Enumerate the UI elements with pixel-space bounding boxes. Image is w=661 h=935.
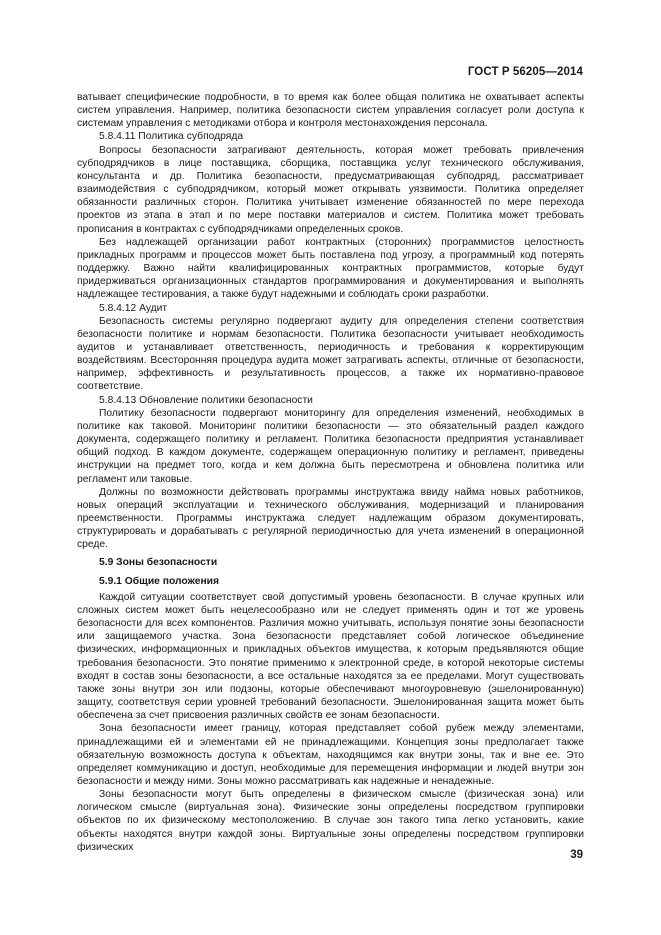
paragraph: Каждой ситуации соответствует свой допустимый уровень безопасности. В случае крупных или сложных систем может быть нецелесообразно или не следует применять один и тот же уровень безопасности для всех компонентов. Различия можно учитывать, используя понятие зоны безопасности или защищаемого участка. Зона безопасности представляет собой логическое объединение физических, информационных и прикладных объектов имущества, к которым предъявляются общие требования безопасности. Это понятие применимо к электронной среде, в которой некоторые системы входят в состав зоны безопасности, а все остальные находятся за ее пределами. Могут существовать также зоны внутри зон или подзоны, которые обеспечивают многоуровневую (эшелонированную) защиту, соответствуя серии уровней требований безопасности. Эшелонированная защита может быть обеспечена за счет присвоения различных свойств ее зонам безопасности. [77,591,584,722]
paragraph: Вопросы безопасности затрагивают деятельность, которая может требовать привлечения субподрядчиков в лице поставщика, сборщика, поставщика услуг технического обслуживания, консультанта и др. Политика безопасности, предусматривающая субподряд, рассматривает взаимодействия с субподрядчиком, который может открывать уязвимости. Политика определяет обязанности различных сторон. Политика учитывает изменение обязанностей по мере перехода проектов из этапа в этап и по мере поставки материалов и систем. Политика может требовать прописания в контрактах с субподрядчиками определенных сроков. [77,144,584,235]
document-header: ГОСТ Р 56205—2014 [467,66,583,78]
section-title-5-8-4-11: 5.8.4.11 Политика субподряда [99,131,244,143]
paragraph: Должны по возможности действовать программы инструктажа ввиду найма новых работников, новых операций эксплуатации и технического обслуживания, модернизаций и планирования преемственности. Программы инструктажа следует надлежащим образом документировать, структурировать и дорабатывать с регулярной периодичностью для учета изменений в операционной среде. [77,486,584,551]
section-title-5-8-4-13: 5.8.4.13 Обновление политики безопасности [99,394,313,406]
paragraph: Без надлежащей организации работ контрактных (сторонних) программистов целостность прикладных программ и процессов может быть поставлена под угрозу, а программный код потерять поддержку. Важно найти квалифицированных контрактных программистов, которые будут придерживаться организационных стандартов программирования и документирования и выполнять надлежащее тестирования, а также будут надежными и соблюдать сроки разработки. [77,236,584,301]
paragraph: Зона безопасности имеет границу, которая представляет собой рубеж между элементами, принадлежащими ей и элементами ей не принадлежащими. Концепция зоны предполагает также обязательную возможность доступа к объектам, находящимся как внутри зоны, так и вне ее. Это определяет коммуникацию и доступ, необходимые для перемещения информации и людей внутри зон безопасности и между ними. Зоны можно рассматривать как надежные и ненадежные. [77,723,584,787]
page-number: 39 [570,849,583,861]
section-heading-5-9: 5.9 Зоны безопасности [99,557,218,569]
paragraph: Безопасность системы регулярно подвергают аудиту для определения степени соответствия безопасности политике и нормам безопасности. Политика безопасности учитывает необходимость аудитов и устанавливает ответственность, периодичность и требования к корректирующим воздействиям. Всесторонняя процедура аудита может затрагивать аспекты, отличные от безопасности, например, эффективность и результативность процессов, а также их нормативно-правовое соответствие. [77,315,584,393]
section-title-5-8-4-12: 5.8.4.12 Аудит [99,302,168,314]
paragraph: Зоны безопасности могут быть определены в физическом смысле (физическая зона) или логическом смысле (виртуальная зона). Физические зоны определены посредством группировки объектов по их физическому местоположению. В случае зон такого типа легко установить, какие объекты находятся внутри каждой зоны. Виртуальные зоны определены посредством группировки физических [77,789,584,853]
section-heading-5-9-1: 5.9.1 Общие положения [99,575,219,587]
paragraph: ватывает специфические подробности, в то время как более общая политика не охватывает аспекты систем управления. Например, политика безопасности систем управления согласует роли доступа к системам управления с методиками отбора и контроля местонахождения персонала. [77,92,584,130]
document-body [77,91,584,854]
paragraph: Политику безопасности подвергают мониторингу для определения изменений, необходимых в политике как таковой. Мониторинг политики безопасности — это обязательный раздел каждого документа, содержащего политику и регламент. Политика безопасности предприятия устанавливает общий подход. В каждом документе, содержащем операционную политику и регламент, приведены инструкции на предмет того, когда и кем должна быть пересмотрена и обновлена политика или регламент или таковые. [77,407,584,485]
